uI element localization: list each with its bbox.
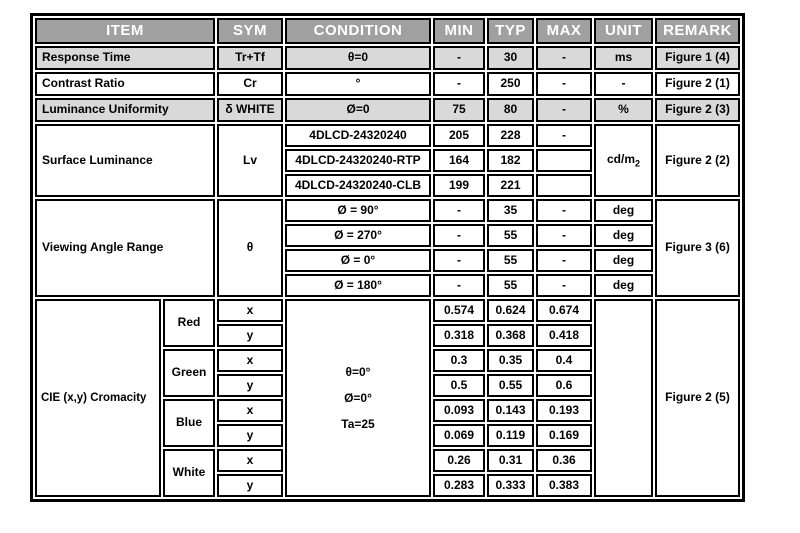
- cie-blue-x-min: 0.093: [433, 399, 485, 422]
- response-time-sym: Tr+Tf: [217, 46, 283, 70]
- response-time-item: Response Time: [35, 46, 215, 70]
- cie-green-x-axis: x: [217, 349, 283, 372]
- contrast-ratio-min: -: [433, 72, 485, 96]
- viewing-angle-2-typ: 55: [487, 224, 534, 247]
- cie-red-y-typ: 0.368: [487, 324, 534, 347]
- response-time-typ: 30: [487, 46, 534, 70]
- response-time-max: -: [536, 46, 592, 70]
- surface-luminance-1-typ: 228: [487, 124, 534, 147]
- surface-luminance-2-max: [536, 149, 592, 172]
- viewing-angle-1-unit: deg: [594, 199, 653, 222]
- luminance-uniformity-min: 75: [433, 98, 485, 122]
- contrast-ratio-item: Contrast Ratio: [35, 72, 215, 96]
- surface-luminance-1-min: 205: [433, 124, 485, 147]
- cie-green-x-max: 0.4: [536, 349, 592, 372]
- cie-color-red: Red: [163, 299, 215, 347]
- viewing-angle-3-min: -: [433, 249, 485, 272]
- cie-item: CIE (x,y) Cromacity: [35, 299, 161, 497]
- row-luminance-uniformity: [35, 98, 740, 122]
- row-viewing-angle-1: [35, 199, 740, 222]
- cie-green-y-max: 0.6: [536, 374, 592, 397]
- surface-luminance-remark: Figure 2 (2): [655, 124, 740, 197]
- row-cie-red-x: [35, 299, 740, 322]
- cie-white-y-max: 0.383: [536, 474, 592, 497]
- surface-luminance-sym: Lv: [217, 124, 283, 197]
- cie-blue-y-axis: y: [217, 424, 283, 447]
- row-contrast-ratio: [35, 72, 740, 96]
- surface-luminance-3-max: [536, 174, 592, 197]
- surface-luminance-2-min: 164: [433, 149, 485, 172]
- spec-table: [30, 13, 745, 502]
- luminance-uniformity-unit: %: [594, 98, 653, 122]
- col-header-sym: SYM: [217, 18, 283, 44]
- contrast-ratio-condition: °: [285, 72, 431, 96]
- contrast-ratio-typ: 250: [487, 72, 534, 96]
- surface-luminance-1-max: -: [536, 124, 592, 147]
- cie-condition: [285, 299, 431, 497]
- surface-luminance-3-typ: 221: [487, 174, 534, 197]
- viewing-angle-2-max: -: [536, 224, 592, 247]
- cie-white-x-axis: x: [217, 449, 283, 472]
- viewing-angle-3-unit: deg: [594, 249, 653, 272]
- cie-white-y-min: 0.283: [433, 474, 485, 497]
- cie-green-y-axis: y: [217, 374, 283, 397]
- surface-luminance-item: Surface Luminance: [35, 124, 215, 197]
- response-time-condition: θ=0: [285, 46, 431, 70]
- cie-unit: [594, 299, 653, 497]
- col-header-unit: UNIT: [594, 18, 653, 44]
- unit-text: cd/m: [606, 151, 635, 166]
- surface-luminance-unit: [594, 124, 653, 197]
- cie-blue-x-max: 0.193: [536, 399, 592, 422]
- surface-luminance-2-typ: 182: [487, 149, 534, 172]
- cie-blue-y-max: 0.169: [536, 424, 592, 447]
- response-time-min: -: [433, 46, 485, 70]
- contrast-ratio-remark: Figure 2 (1): [655, 72, 740, 96]
- cie-color-white: White: [163, 449, 215, 497]
- surface-luminance-2-condition: 4DLCD-24320240-RTP: [285, 149, 431, 172]
- row-surface-luminance-1: [35, 124, 740, 147]
- cie-green-x-min: 0.3: [433, 349, 485, 372]
- surface-luminance-3-condition: 4DLCD-24320240-CLB: [285, 174, 431, 197]
- col-header-remark: REMARK: [655, 18, 740, 44]
- col-header-item: ITEM: [35, 18, 215, 44]
- viewing-angle-2-unit: deg: [594, 224, 653, 247]
- viewing-angle-3-typ: 55: [487, 249, 534, 272]
- contrast-ratio-unit: -: [594, 72, 653, 96]
- cie-white-y-typ: 0.333: [487, 474, 534, 497]
- contrast-ratio-sym: Cr: [217, 72, 283, 96]
- cie-blue-y-min: 0.069: [433, 424, 485, 447]
- cie-blue-x-typ: 0.143: [487, 399, 534, 422]
- cie-blue-x-axis: x: [217, 399, 283, 422]
- cie-red-y-axis: y: [217, 324, 283, 347]
- cie-condition-line-3: Ta=25: [341, 417, 375, 431]
- viewing-angle-1-condition: Ø = 90°: [285, 199, 431, 222]
- viewing-angle-4-max: -: [536, 274, 592, 297]
- response-time-unit: ms: [594, 46, 653, 70]
- cie-red-y-min: 0.318: [433, 324, 485, 347]
- cie-red-x-axis: x: [217, 299, 283, 322]
- cie-red-x-typ: 0.624: [487, 299, 534, 322]
- viewing-angle-3-condition: Ø = 0°: [285, 249, 431, 272]
- cie-color-blue: Blue: [163, 399, 215, 447]
- cie-condition-line-1: θ=0°: [345, 365, 371, 379]
- cie-blue-y-typ: 0.119: [487, 424, 534, 447]
- surface-luminance-3-min: 199: [433, 174, 485, 197]
- viewing-angle-1-typ: 35: [487, 199, 534, 222]
- col-header-max: MAX: [536, 18, 592, 44]
- cie-red-x-min: 0.574: [433, 299, 485, 322]
- luminance-uniformity-remark: Figure 2 (3): [655, 98, 740, 122]
- cie-color-green: Green: [163, 349, 215, 397]
- luminance-uniformity-sym: δ WHITE: [217, 98, 283, 122]
- contrast-ratio-max: -: [536, 72, 592, 96]
- cie-red-x-max: 0.674: [536, 299, 592, 322]
- cie-green-y-min: 0.5: [433, 374, 485, 397]
- luminance-uniformity-max: -: [536, 98, 592, 122]
- row-response-time: [35, 46, 740, 70]
- viewing-angle-sym: θ: [217, 199, 283, 297]
- luminance-uniformity-condition: Ø=0: [285, 98, 431, 122]
- response-time-remark: Figure 1 (4): [655, 46, 740, 70]
- col-header-typ: TYP: [487, 18, 534, 44]
- viewing-angle-4-condition: Ø = 180°: [285, 274, 431, 297]
- cie-white-y-axis: y: [217, 474, 283, 497]
- cie-remark: Figure 2 (5): [655, 299, 740, 497]
- cie-red-y-max: 0.418: [536, 324, 592, 347]
- luminance-uniformity-item: Luminance Uniformity: [35, 98, 215, 122]
- viewing-angle-4-unit: deg: [594, 274, 653, 297]
- cie-green-y-typ: 0.55: [487, 374, 534, 397]
- viewing-angle-4-typ: 55: [487, 274, 534, 297]
- surface-luminance-1-condition: 4DLCD-24320240: [285, 124, 431, 147]
- cie-white-x-typ: 0.31: [487, 449, 534, 472]
- viewing-angle-remark: Figure 3 (6): [655, 199, 740, 297]
- viewing-angle-2-condition: Ø = 270°: [285, 224, 431, 247]
- cie-green-x-typ: 0.35: [487, 349, 534, 372]
- table-header-row: [35, 18, 740, 44]
- viewing-angle-2-min: -: [433, 224, 485, 247]
- viewing-angle-item: Viewing Angle Range: [35, 199, 215, 297]
- viewing-angle-4-min: -: [433, 274, 485, 297]
- viewing-angle-3-max: -: [536, 249, 592, 272]
- col-header-condition: CONDITION: [285, 18, 431, 44]
- luminance-uniformity-typ: 80: [487, 98, 534, 122]
- cie-condition-line-2: Ø=0°: [344, 391, 372, 405]
- cie-white-x-min: 0.26: [433, 449, 485, 472]
- cie-white-x-max: 0.36: [536, 449, 592, 472]
- viewing-angle-1-max: -: [536, 199, 592, 222]
- viewing-angle-1-min: -: [433, 199, 485, 222]
- col-header-min: MIN: [433, 18, 485, 44]
- unit-subscript: 2: [635, 158, 641, 169]
